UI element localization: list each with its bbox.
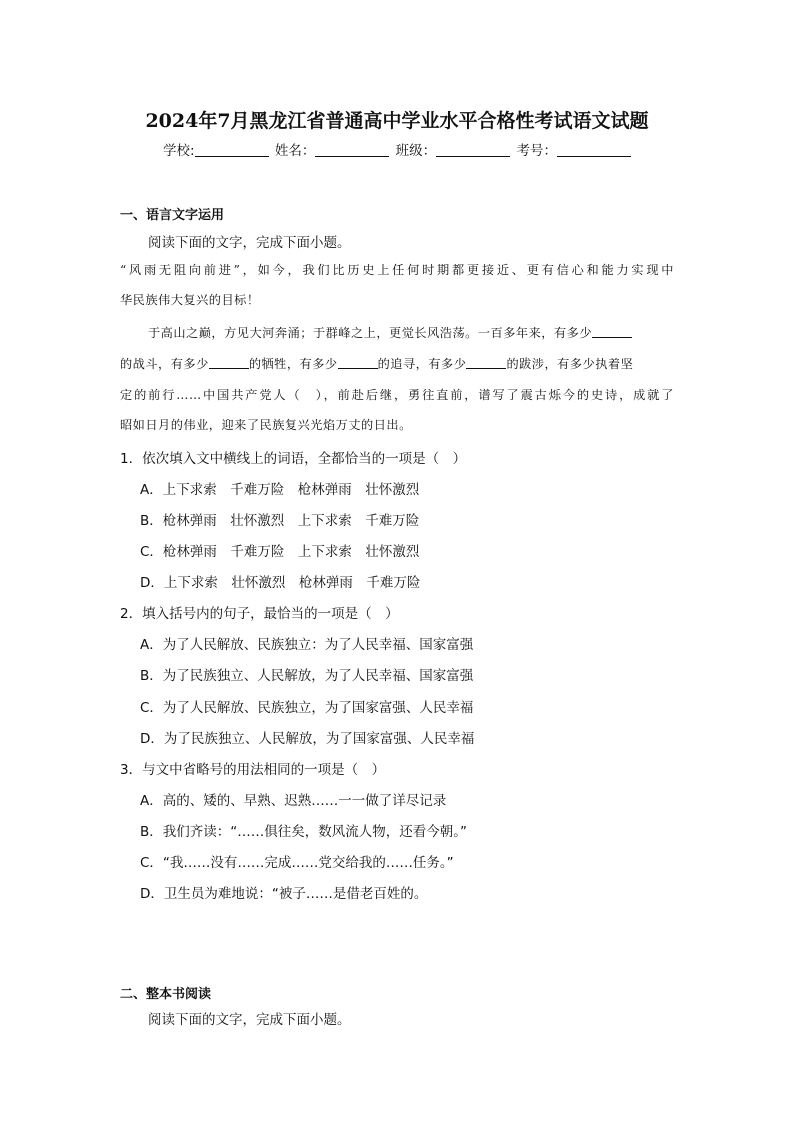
passage-line [120,355,633,372]
fill-blank-3[interactable] [338,356,378,369]
passage-text: 的追寻，有多少 [377,357,467,371]
q1-option-d[interactable]: D．上下求索 壮怀激烈 枪林弹雨 千难万险 [140,575,421,591]
q1-option-a[interactable]: A．上下求索 千难万险 枪林弹雨 壮怀激烈 [140,482,420,498]
student-info-line [0,139,794,159]
passage-text: 于高山之巅，方见大河奔涌；于群峰之上，更觉长风浩荡。一百多年来，有多少 [148,326,593,340]
passage-text: 的跋涉，有多少执着坚 [506,357,634,371]
q2-option-b[interactable]: B．为了民族独立、人民解放，为了人民幸福、国家富强 [140,668,474,684]
passage-line: 华民族伟大复兴的目标！ [120,293,260,307]
section-instruction-1: 阅读下面的文字，完成下面小题。 [148,235,351,251]
q2-option-c[interactable]: C．为了人民解放、民族独立，为了国家富强、人民幸福 [140,700,474,716]
q3-option-d[interactable]: D．卫生员为难地说：“被子……是借老百姓的。 [140,886,428,902]
section-instruction-2: 阅读下面的文字，完成下面小题。 [148,1012,351,1028]
q3-option-a[interactable]: A．高的、矮的、早熟、迟熟……一一做了详尽记录 [140,793,447,809]
school-label: 学校: [163,143,195,159]
fill-blank-2[interactable] [209,356,249,369]
school-blank[interactable] [195,143,269,157]
number-label: 考号： [516,143,557,159]
q1-option-b[interactable]: B．枪林弹雨 壮怀激烈 上下求索 千难万险 [140,513,420,529]
fill-blank-1[interactable] [592,325,632,338]
question-3-stem: 3．与文中省略号的用法相同的一项是（ ） [120,762,386,778]
page-title: 2024年7月黑龙江省普通高中学业水平合格性考试语文试题 [145,110,649,132]
class-label: 班级： [395,143,437,159]
passage-line: 定的前行……中国共产党人（ ），前赴后继，勇往直前，谱写了震古烁今的史诗，成就了 [120,388,674,402]
q2-option-a[interactable]: A．为了人民解放、民族独立：为了人民幸福、国家富强 [140,637,474,653]
q2-option-d[interactable]: D．为了民族独立、人民解放，为了国家富强、人民幸福 [140,731,475,747]
passage-line [148,324,632,341]
number-blank[interactable] [557,143,631,157]
q3-option-c[interactable]: C．“我……没有……完成……党交给我的……任务。” [140,855,454,871]
passage-text: 的战斗，有多少 [120,357,209,371]
passage-text: 的牺牲，有多少 [248,357,338,371]
section-heading-1: 一、语言文字运用 [120,208,225,223]
fill-blank-4[interactable] [466,356,506,369]
name-label: 姓名： [274,143,316,159]
question-2-stem: 2．填入括号内的句子，最恰当的一项是（ ） [120,606,399,622]
passage-line: “风雨无阻向前进”，如今，我们比历史上任何时期都更接近、更有信心和能力实现中 [120,263,674,277]
section-heading-2: 二、整本书阅读 [120,987,212,1002]
class-blank[interactable] [436,143,510,157]
question-1-stem: 1．依次填入文中横线上的词语，全都恰当的一项是（ ） [120,451,467,467]
name-blank[interactable] [315,143,389,157]
passage-line: 昭如日月的伟业，迎来了民族复兴光焰万丈的日出。 [120,418,412,432]
q3-option-b[interactable]: B．我们齐读：“……俱往矣，数风流人物，还看今朝。” [140,824,467,840]
q1-option-c[interactable]: C．枪林弹雨 千难万险 上下求索 壮怀激烈 [140,544,420,560]
